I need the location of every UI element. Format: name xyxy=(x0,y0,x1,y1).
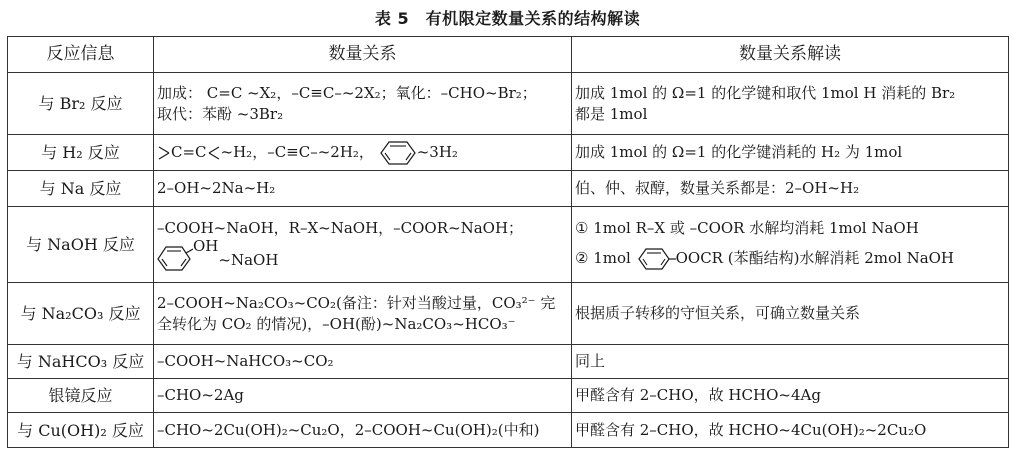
meaning-cell: 同上 xyxy=(572,345,1009,379)
row-label: 与 H₂ 反应 xyxy=(8,135,154,171)
benzene-ring-icon xyxy=(379,140,417,166)
double-bond-right-icon xyxy=(207,145,221,161)
structure-table xyxy=(7,36,1009,448)
row-label: 银镜反应 xyxy=(8,379,154,413)
phenol-naoh: ~NaOH xyxy=(218,251,279,269)
table-row xyxy=(8,207,1009,283)
table-row xyxy=(8,171,1009,207)
table-row xyxy=(8,73,1009,135)
meaning-cell: 根据质子转移的守恒关系，可确立数量关系 xyxy=(572,283,1009,345)
header-row xyxy=(8,37,1009,73)
relation-cell: 2–OH~2Na~H₂ xyxy=(154,171,572,207)
table-title: 表 5 有机限定数量关系的结构解读 xyxy=(374,9,641,28)
header-reaction-info: 反应信息 xyxy=(8,37,154,73)
relation-cell xyxy=(154,283,572,345)
row-label: 与 Br₂ 反应 xyxy=(8,73,154,135)
meaning-cell xyxy=(572,207,1009,283)
relation-cell xyxy=(154,207,572,283)
table-row xyxy=(8,135,1009,171)
alkene-group: C=C xyxy=(171,142,207,161)
phenol-ring-icon xyxy=(157,243,193,271)
meaning-cell: 伯、仲、叔醇，数量关系都是：2–OH~H₂ xyxy=(572,171,1009,207)
table-row xyxy=(8,345,1009,379)
relation-line: 全转化为 CO₂ 的情况)，–OH(酚)~Na₂CO₃~HCO₃⁻ xyxy=(157,314,516,333)
double-bond-left-icon xyxy=(157,145,171,161)
benzene-relation: ~3H₂ xyxy=(416,142,458,161)
relation-cell xyxy=(154,135,572,171)
relation-line: 2–COOH~Na₂CO₃~CO₂(备注：针对当酸过量，CO₃²⁻ 完 xyxy=(157,293,556,312)
phenol-oh: OH xyxy=(193,237,219,255)
header-relation-interpretation: 数量关系解读 xyxy=(572,37,1009,73)
meaning-cell xyxy=(572,73,1009,135)
relation-line xyxy=(157,140,568,166)
meaning-cell: 甲醛含有 2–CHO，故 HCHO~4Ag xyxy=(572,379,1009,413)
relation-line: 加成： C=C ~X₂，–C≡C–~2X₂；氧化：–CHO~Br₂； xyxy=(157,83,537,102)
relation-line: 取代：苯酚 ~3Br₂ xyxy=(157,104,284,123)
table-row xyxy=(8,283,1009,345)
meaning-line: ① 1mol R–X 或 –COOR 水解均消耗 1mol NaOH xyxy=(575,219,919,237)
row-label: 与 Cu(OH)₂ 反应 xyxy=(8,413,154,448)
row-label: 与 NaOH 反应 xyxy=(8,207,154,283)
meaning-line: 加成 1mol 的 Ω=1 的化学键和取代 1mol H 消耗的 Br₂ xyxy=(575,83,956,102)
meaning-line: 都是 1mol xyxy=(575,104,648,123)
meaning-prefix: ② 1mol xyxy=(575,249,631,267)
row-label: 与 Na₂CO₃ 反应 xyxy=(8,283,154,345)
meaning-cell: 加成 1mol 的 Ω=1 的化学键消耗的 H₂ 为 1mol xyxy=(572,135,1009,171)
relation-cell: –CHO~2Cu(OH)₂~Cu₂O，2–COOH~Cu(OH)₂(中和) xyxy=(154,413,572,448)
table-row xyxy=(8,413,1009,448)
header-quantity-relation: 数量关系 xyxy=(154,37,572,73)
relation-cell xyxy=(154,73,572,135)
alkene-alkyne-relation: ~H₂，–C≡C–~2H₂， xyxy=(220,142,374,161)
meaning-line xyxy=(575,247,1005,271)
relation-cell: –COOH~NaHCO₃~CO₂ xyxy=(154,345,572,379)
relation-line xyxy=(157,237,568,271)
relation-cell: –CHO~2Ag xyxy=(154,379,572,413)
row-label: 与 Na 反应 xyxy=(8,171,154,207)
meaning-cell: 甲醛含有 2–CHO，故 HCHO~4Cu(OH)₂~2Cu₂O xyxy=(572,413,1009,448)
row-label: 与 NaHCO₃ 反应 xyxy=(8,345,154,379)
meaning-suffix: OOCR (苯酯结构)水解消耗 2mol NaOH xyxy=(675,249,955,267)
relation-line: –COOH~NaOH，R–X~NaOH，–COOR~NaOH； xyxy=(157,219,524,237)
benzene-ring-icon xyxy=(636,247,676,271)
table-row xyxy=(8,379,1009,413)
